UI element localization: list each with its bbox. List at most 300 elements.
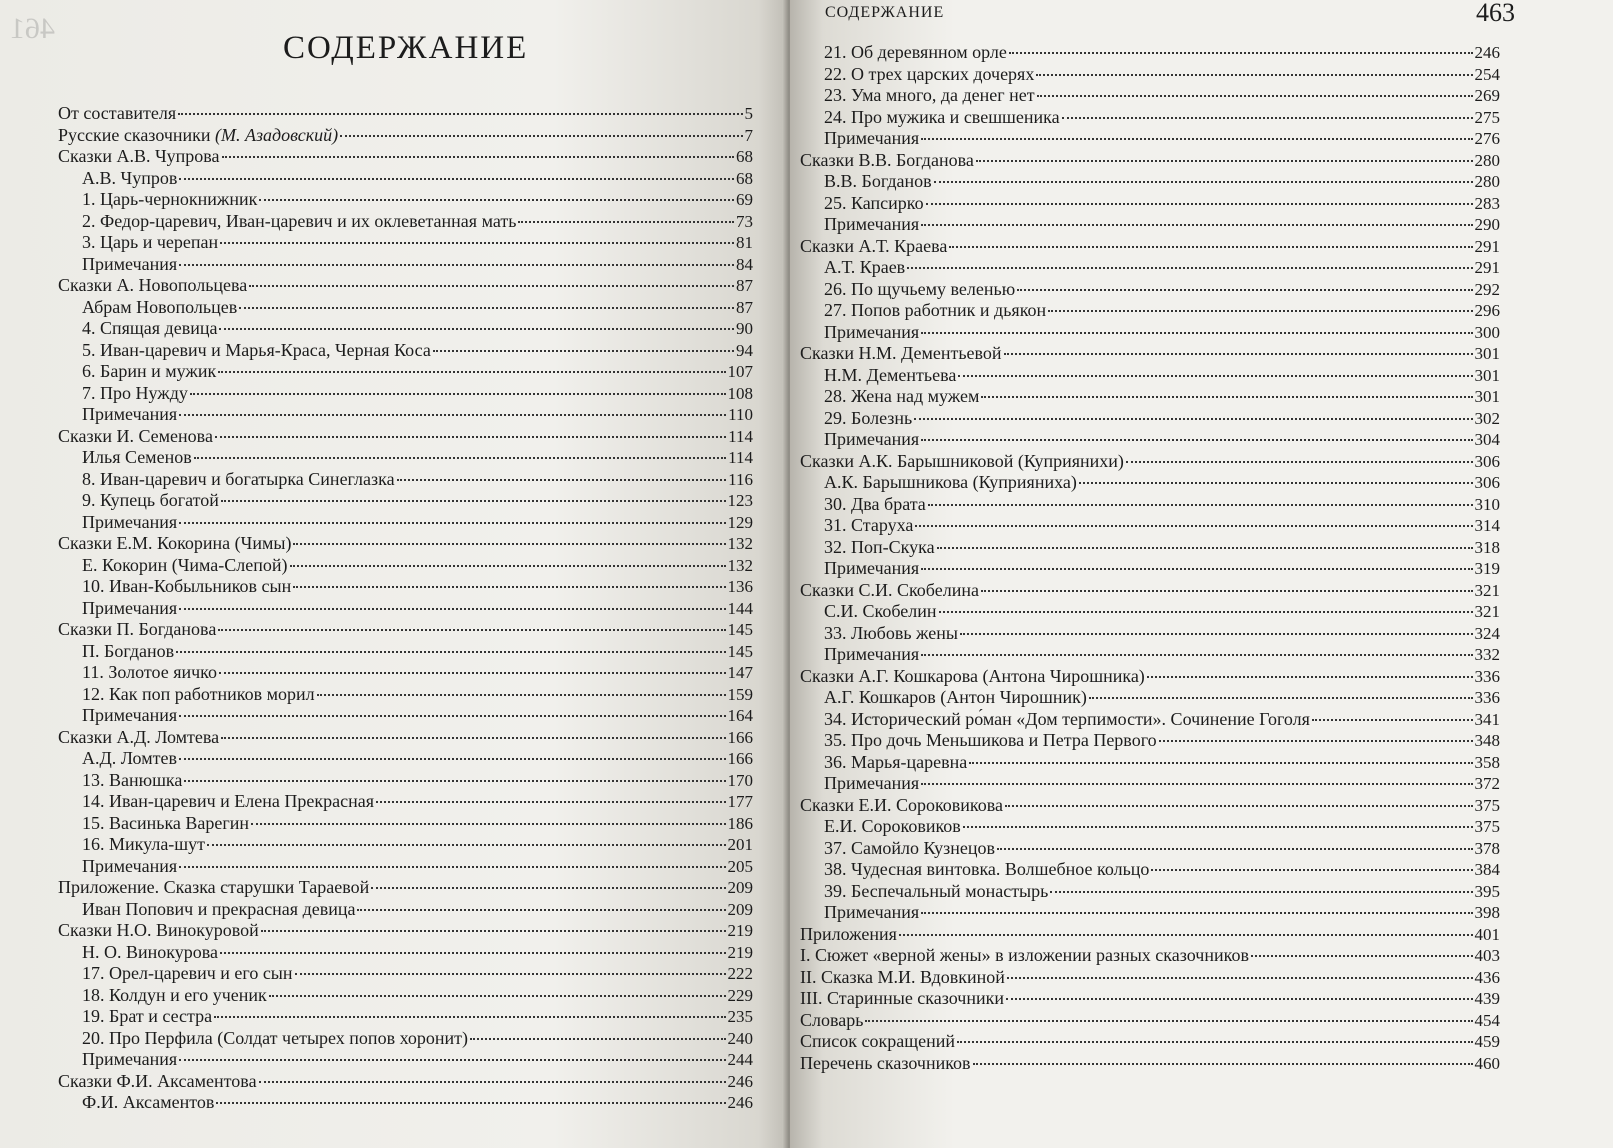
toc-section-entry bbox=[800, 236, 1500, 258]
toc-entry-page-number: 84 bbox=[736, 254, 753, 274]
toc-entry-title: 10. Иван-Кобыльников сын bbox=[82, 576, 292, 596]
dot-leader bbox=[921, 654, 1472, 656]
dot-leader bbox=[921, 568, 1472, 570]
dot-leader bbox=[214, 1016, 725, 1018]
toc-entry-page-number: 292 bbox=[1474, 279, 1500, 299]
toc-entry-title: Н. О. Винокурова bbox=[82, 941, 219, 962]
toc-entry-page-number: 300 bbox=[1474, 322, 1500, 342]
dot-leader bbox=[939, 611, 1473, 613]
toc-entry-page-number: 147 bbox=[727, 663, 753, 682]
toc-entry-title: 35. Про дочь Меньшикова и Петра Первого bbox=[824, 730, 1157, 750]
toc-entry bbox=[58, 340, 753, 362]
toc-entry-page-number: 280 bbox=[1474, 172, 1500, 191]
toc-entry bbox=[58, 791, 753, 813]
toc-entry-page-number: 332 bbox=[1474, 645, 1500, 664]
dot-leader bbox=[1050, 891, 1472, 893]
toc-entry-page-number: 87 bbox=[736, 276, 753, 295]
dot-leader bbox=[1089, 697, 1473, 699]
toc-entry-page-number: 301 bbox=[1474, 344, 1500, 363]
toc-entry bbox=[58, 576, 753, 598]
dot-leader bbox=[921, 332, 1472, 334]
toc-entry bbox=[800, 386, 1500, 408]
toc-entry bbox=[800, 365, 1500, 387]
toc-entry-page-number: 384 bbox=[1474, 860, 1500, 879]
dot-leader bbox=[973, 1063, 1473, 1065]
toc-entry-page-number: 436 bbox=[1474, 967, 1500, 987]
toc-entry-page-number: 235 bbox=[727, 1007, 753, 1026]
toc-entry bbox=[800, 322, 1500, 344]
toc-entry-page-number: 177 bbox=[727, 792, 753, 811]
toc-entry bbox=[58, 705, 753, 727]
toc-entry bbox=[800, 601, 1500, 623]
dot-leader bbox=[981, 590, 1473, 592]
toc-section-entry bbox=[58, 533, 753, 555]
toc-entry-title: Примечания bbox=[82, 404, 178, 424]
toc-entry-page-number: 403 bbox=[1474, 946, 1500, 965]
toc-entry-page-number: 114 bbox=[728, 426, 753, 446]
toc-entry bbox=[800, 537, 1500, 559]
toc-entry-title: 38. Чудесная винтовка. Волшебное кольцо bbox=[824, 859, 1150, 879]
toc-entry-title: Примечания bbox=[824, 773, 920, 793]
toc-entry bbox=[58, 555, 753, 577]
toc-entry bbox=[800, 279, 1500, 301]
dot-leader bbox=[926, 203, 1473, 205]
toc-entry bbox=[800, 85, 1500, 107]
toc-entry-page-number: 116 bbox=[728, 469, 753, 489]
toc-entry-page-number: 209 bbox=[727, 899, 753, 919]
toc-entry-page-number: 398 bbox=[1474, 903, 1500, 922]
toc-entry-title: А.Г. Кошкаров (Антон Чирошник) bbox=[824, 687, 1087, 707]
toc-entry-title: Сказки А.Д. Ломтева bbox=[58, 726, 220, 747]
toc-list-right bbox=[800, 42, 1500, 1074]
toc-entry bbox=[58, 985, 753, 1007]
toc-entry-title: Сказки А.В. Чупрова bbox=[58, 146, 220, 166]
toc-entry-page-number: 401 bbox=[1474, 924, 1500, 944]
toc-entry-title: Сказки И. Семенова bbox=[58, 425, 213, 446]
dot-leader bbox=[960, 633, 1473, 635]
toc-entry-title: Примечания bbox=[82, 855, 178, 876]
dot-leader bbox=[1048, 310, 1472, 312]
dot-leader bbox=[914, 418, 1472, 420]
toc-entry bbox=[58, 1028, 753, 1050]
toc-entry-page-number: 145 bbox=[727, 620, 753, 639]
toc-entry-title: Сказки Е.М. Кокорина (Чимы) bbox=[58, 533, 292, 553]
dot-leader bbox=[937, 547, 1473, 549]
toc-entry bbox=[58, 942, 753, 964]
toc-section-entry bbox=[800, 1031, 1500, 1053]
dot-leader bbox=[1159, 740, 1473, 742]
toc-entry-page-number: 244 bbox=[727, 1050, 753, 1069]
toc-entry-page-number: 269 bbox=[1474, 86, 1500, 105]
dot-leader bbox=[1037, 95, 1473, 97]
toc-section-entry bbox=[800, 150, 1500, 172]
dot-leader bbox=[969, 762, 1472, 764]
dot-leader bbox=[1079, 482, 1473, 484]
dot-leader bbox=[179, 178, 734, 180]
toc-entry bbox=[58, 512, 753, 534]
dot-leader bbox=[958, 375, 1472, 377]
toc-entry-title: 36. Марья-царевна bbox=[824, 751, 968, 772]
toc-entry bbox=[58, 813, 753, 835]
toc-entry-page-number: 132 bbox=[727, 555, 753, 575]
dot-leader bbox=[997, 848, 1472, 850]
toc-entry-title: Примечания bbox=[824, 214, 920, 234]
toc-section-entry bbox=[58, 877, 753, 899]
dot-leader bbox=[1251, 955, 1473, 957]
toc-section-entry bbox=[800, 666, 1500, 688]
toc-entry-title: 21. Об деревянном орле bbox=[824, 42, 1007, 62]
dot-leader bbox=[218, 371, 725, 373]
toc-entry-title: Ф.И. Аксаментов bbox=[82, 1092, 215, 1112]
dot-leader bbox=[1062, 117, 1473, 119]
toc-entry-page-number: 348 bbox=[1474, 731, 1500, 750]
toc-entry bbox=[800, 816, 1500, 838]
toc-entry bbox=[58, 641, 753, 663]
toc-entry bbox=[58, 662, 753, 684]
toc-section-entry bbox=[58, 146, 753, 168]
toc-entry-page-number: 240 bbox=[727, 1028, 753, 1048]
toc-entry-title: 2. Федор-царевич, Иван-царевич и их оклеветанная мать bbox=[82, 210, 517, 231]
dot-leader bbox=[1036, 74, 1472, 76]
dot-leader bbox=[433, 350, 734, 352]
toc-entry-title: Примечания bbox=[824, 558, 920, 578]
dot-leader bbox=[179, 414, 726, 416]
toc-section-entry bbox=[800, 1053, 1500, 1075]
toc-entry-page-number: 319 bbox=[1474, 559, 1500, 578]
toc-entry-title: 14. Иван-царевич и Елена Прекрасная bbox=[82, 791, 375, 811]
toc-entry-title: Примечания bbox=[824, 429, 920, 449]
toc-entry-title: Сказки Н.О. Винокуровой bbox=[58, 920, 259, 940]
toc-entry bbox=[58, 748, 753, 770]
toc-entry bbox=[58, 684, 753, 706]
dot-leader bbox=[921, 783, 1472, 785]
dot-leader bbox=[1312, 719, 1473, 721]
toc-entry-title: Русские сказочники (М. Азадовский) bbox=[58, 124, 339, 145]
toc-entry bbox=[800, 171, 1500, 193]
toc-entry-page-number: 246 bbox=[1474, 43, 1500, 62]
toc-entry-title: В.В. Богданов bbox=[824, 171, 932, 191]
toc-entry-title: Примечания bbox=[824, 128, 920, 148]
toc-entry bbox=[58, 469, 753, 491]
right-page bbox=[790, 0, 1613, 1148]
dot-leader bbox=[1017, 289, 1472, 291]
toc-entry bbox=[800, 300, 1500, 322]
toc-entry-title: Н.М. Дементьева bbox=[824, 364, 957, 385]
toc-entry-page-number: 94 bbox=[736, 340, 753, 360]
toc-entry-title: 5. Иван-царевич и Марья-Краса, Черная Коса bbox=[82, 339, 431, 360]
dot-leader bbox=[934, 181, 1473, 183]
toc-entry-page-number: 110 bbox=[728, 405, 753, 424]
toc-entry-title: Приложение. Сказка старушки Тараевой bbox=[58, 877, 370, 897]
toc-entry-page-number: 114 bbox=[728, 448, 753, 467]
toc-entry bbox=[58, 1049, 753, 1071]
toc-entry-title: 29. Болезнь bbox=[824, 407, 913, 428]
toc-entry-page-number: 209 bbox=[727, 878, 753, 897]
toc-entry bbox=[800, 408, 1500, 430]
toc-entry bbox=[800, 429, 1500, 451]
dot-leader bbox=[216, 1102, 725, 1104]
dot-leader bbox=[176, 651, 725, 653]
toc-entry-title: Примечания bbox=[824, 902, 920, 922]
toc-entry bbox=[800, 709, 1500, 731]
toc-entry-title: 20. Про Перфила (Солдат четырех попов хоронит) bbox=[82, 1027, 469, 1048]
toc-entry bbox=[800, 881, 1500, 903]
toc-entry-title: 17. Орел-царевич и его сын bbox=[82, 963, 293, 983]
toc-entry-title: I. Сюжет «верной жены» в изложении разных сказочников bbox=[800, 945, 1249, 965]
toc-section-entry bbox=[800, 1010, 1500, 1032]
toc-entry bbox=[58, 598, 753, 620]
toc-entry-title: Сказки А. Новопольцева bbox=[58, 275, 248, 295]
toc-entry-page-number: 336 bbox=[1474, 688, 1500, 707]
toc-entry-page-number: 145 bbox=[727, 641, 753, 661]
dot-leader bbox=[518, 221, 734, 223]
page-number: 463 bbox=[1476, 0, 1515, 27]
toc-entry bbox=[58, 1006, 753, 1028]
toc-entry-page-number: 306 bbox=[1474, 451, 1500, 471]
toc-entry-title: 3. Царь и черепан bbox=[82, 232, 219, 252]
toc-entry-page-number: 275 bbox=[1474, 107, 1500, 127]
dot-leader bbox=[397, 479, 727, 481]
toc-entry-page-number: 69 bbox=[736, 190, 753, 209]
toc-section-entry bbox=[800, 795, 1500, 817]
toc-entry-page-number: 68 bbox=[736, 147, 753, 166]
dot-leader bbox=[269, 995, 726, 997]
dot-leader bbox=[921, 439, 1472, 441]
toc-entry-title: 16. Микула-шут bbox=[82, 834, 206, 854]
toc-entry bbox=[58, 404, 753, 426]
dot-leader bbox=[179, 758, 726, 760]
toc-entry-title: 22. О трех царских дочерях bbox=[824, 63, 1035, 84]
toc-entry bbox=[58, 834, 753, 856]
toc-entry-page-number: 439 bbox=[1474, 989, 1500, 1008]
toc-entry-title: Сказки А.Г. Кошкарова (Антона Чирошника) bbox=[800, 665, 1145, 686]
toc-entry-page-number: 378 bbox=[1474, 838, 1500, 858]
toc-entry-title: 27. Попов работник и дьякон bbox=[824, 300, 1047, 320]
toc-entry-title: Сказки Н.М. Дементьевой bbox=[800, 343, 1002, 363]
toc-entry bbox=[58, 254, 753, 276]
toc-entry-page-number: 90 bbox=[736, 319, 753, 338]
toc-entry-page-number: 324 bbox=[1474, 623, 1500, 643]
toc-title: СОДЕРЖАНИЕ bbox=[283, 30, 529, 66]
toc-entry-page-number: 341 bbox=[1474, 709, 1500, 729]
toc-entry bbox=[800, 107, 1500, 129]
toc-entry-title: Примечания bbox=[824, 321, 920, 342]
toc-entry-title: Приложения bbox=[800, 923, 897, 944]
dot-leader bbox=[219, 672, 726, 674]
toc-entry-page-number: 276 bbox=[1474, 129, 1500, 148]
toc-entry-title: Примечания bbox=[82, 1049, 178, 1069]
dot-leader bbox=[179, 1059, 725, 1061]
toc-section-entry bbox=[58, 920, 753, 942]
toc-entry bbox=[800, 193, 1500, 215]
toc-entry-page-number: 81 bbox=[736, 233, 753, 252]
toc-entry-title: 31. Старуха bbox=[824, 515, 914, 535]
dot-leader bbox=[259, 199, 734, 201]
dot-leader bbox=[1009, 52, 1473, 54]
toc-entry-page-number: 205 bbox=[727, 856, 753, 876]
toc-entry-page-number: 375 bbox=[1474, 795, 1500, 815]
dot-leader bbox=[1147, 676, 1473, 678]
toc-entry-title: 18. Колдун и его ученик bbox=[82, 984, 267, 1005]
toc-entry bbox=[800, 838, 1500, 860]
toc-entry-title: 24. Про мужика и свешшеника bbox=[824, 106, 1060, 127]
toc-entry bbox=[800, 128, 1500, 150]
toc-entry-page-number: 358 bbox=[1474, 752, 1500, 772]
dot-leader bbox=[357, 909, 725, 911]
toc-entry bbox=[58, 297, 753, 319]
toc-entry-page-number: 123 bbox=[727, 491, 753, 510]
toc-entry-page-number: 283 bbox=[1474, 193, 1500, 213]
toc-entry-title: Сказки А.К. Барышниковой (Куприянихи) bbox=[800, 450, 1124, 471]
toc-entry bbox=[58, 168, 753, 190]
toc-entry-title: Е. Кокорин (Чима-Слепой) bbox=[82, 554, 288, 575]
dot-leader bbox=[899, 934, 1473, 936]
toc-entry-page-number: 306 bbox=[1474, 473, 1500, 492]
dot-leader bbox=[915, 525, 1472, 527]
toc-entry-page-number: 166 bbox=[727, 749, 753, 768]
toc-entry-page-number: 296 bbox=[1474, 301, 1500, 320]
dot-leader bbox=[317, 694, 726, 696]
toc-entry bbox=[800, 257, 1500, 279]
toc-entry-page-number: 460 bbox=[1474, 1053, 1500, 1073]
toc-entry-page-number: 219 bbox=[727, 921, 753, 940]
toc-entry-title: Илья Семенов bbox=[82, 447, 192, 467]
toc-list-left bbox=[58, 103, 753, 1114]
toc-entry-page-number: 321 bbox=[1474, 580, 1500, 600]
toc-entry-page-number: 229 bbox=[727, 985, 753, 1005]
toc-entry-title: Список сокращений bbox=[800, 1031, 955, 1051]
toc-entry-title: Сказки П. Богданова bbox=[58, 619, 217, 639]
toc-entry bbox=[800, 752, 1500, 774]
toc-section-entry bbox=[58, 619, 753, 641]
dot-leader bbox=[865, 1020, 1472, 1022]
dot-leader bbox=[221, 500, 726, 502]
toc-entry-page-number: 107 bbox=[727, 362, 753, 381]
toc-entry-title: 8. Иван-царевич и богатырка Синеглазка bbox=[82, 468, 395, 489]
toc-entry-title: 4. Спящая девица bbox=[82, 318, 218, 338]
toc-entry-page-number: 170 bbox=[727, 770, 753, 790]
dot-leader bbox=[179, 264, 734, 266]
dot-leader bbox=[215, 436, 726, 438]
dot-leader bbox=[178, 113, 742, 115]
toc-entry-title: Сказки В.В. Богданова bbox=[800, 149, 974, 170]
toc-entry-title: 34. Исторический ро́ман «Дом терпимости». Сочинение Гоголя bbox=[824, 708, 1310, 729]
dot-leader bbox=[921, 138, 1472, 140]
toc-entry-page-number: 372 bbox=[1474, 774, 1500, 793]
toc-entry-title: П. Богданов bbox=[82, 640, 175, 661]
toc-entry bbox=[800, 730, 1500, 752]
toc-entry-title: 9. Купець богатой bbox=[82, 490, 219, 510]
dot-leader bbox=[376, 801, 725, 803]
toc-entry-page-number: 201 bbox=[727, 835, 753, 854]
toc-entry-page-number: 186 bbox=[727, 813, 753, 833]
dot-leader bbox=[1004, 353, 1473, 355]
dot-leader bbox=[251, 823, 725, 825]
dot-leader bbox=[222, 156, 734, 158]
toc-entry bbox=[800, 42, 1500, 64]
dot-leader bbox=[179, 608, 725, 610]
toc-section-entry bbox=[58, 727, 753, 749]
toc-entry bbox=[800, 472, 1500, 494]
toc-entry-page-number: 291 bbox=[1474, 258, 1500, 277]
dot-leader bbox=[981, 396, 1472, 398]
dot-leader bbox=[371, 887, 725, 889]
toc-entry-title: 11. Золотое яичко bbox=[82, 662, 217, 682]
toc-entry bbox=[58, 232, 753, 254]
dot-leader bbox=[290, 565, 726, 567]
toc-entry-page-number: 136 bbox=[727, 577, 753, 596]
toc-entry-title: Примечания bbox=[82, 253, 178, 274]
toc-entry bbox=[800, 623, 1500, 645]
toc-entry-title: 7. Про Нужду bbox=[82, 382, 188, 403]
toc-entry-page-number: 144 bbox=[727, 598, 753, 618]
toc-entry-page-number: 291 bbox=[1474, 236, 1500, 256]
dot-leader bbox=[1006, 998, 1473, 1000]
running-head: СОДЕРЖАНИЕ bbox=[825, 4, 945, 21]
dot-leader bbox=[239, 307, 734, 309]
toc-entry-title: 19. Брат и сестра bbox=[82, 1006, 213, 1026]
toc-entry bbox=[800, 214, 1500, 236]
dot-leader bbox=[1007, 977, 1473, 979]
toc-entry-title: Примечания bbox=[82, 597, 178, 618]
toc-entry bbox=[800, 64, 1500, 86]
toc-entry-title: 25. Капсирко bbox=[824, 192, 924, 213]
toc-entry-page-number: 321 bbox=[1474, 602, 1500, 621]
toc-entry-author: (М. Азадовский) bbox=[215, 124, 339, 145]
toc-entry-page-number: 454 bbox=[1474, 1010, 1500, 1030]
toc-entry bbox=[58, 770, 753, 792]
toc-section-entry bbox=[58, 275, 753, 297]
toc-entry-page-number: 219 bbox=[727, 942, 753, 962]
toc-entry-page-number: 290 bbox=[1474, 215, 1500, 234]
toc-entry-title: Сказки А.Т. Краева bbox=[800, 235, 948, 256]
dot-leader bbox=[293, 586, 725, 588]
toc-entry-page-number: 159 bbox=[727, 684, 753, 704]
toc-section-entry bbox=[800, 343, 1500, 365]
toc-entry-page-number: 304 bbox=[1474, 430, 1500, 449]
toc-entry-page-number: 459 bbox=[1474, 1032, 1500, 1051]
toc-entry-page-number: 395 bbox=[1474, 881, 1500, 901]
dot-leader bbox=[179, 715, 725, 717]
toc-entry bbox=[800, 687, 1500, 709]
toc-section-entry bbox=[58, 1071, 753, 1093]
toc-entry bbox=[800, 859, 1500, 881]
toc-entry-page-number: 164 bbox=[727, 706, 753, 725]
dot-leader bbox=[1005, 805, 1472, 807]
toc-entry-title: От составителя bbox=[58, 103, 177, 123]
toc-entry bbox=[800, 773, 1500, 795]
toc-entry-title: 12. Как поп работников морил bbox=[82, 683, 315, 704]
toc-entry-page-number: 7 bbox=[744, 125, 753, 145]
toc-entry-page-number: 129 bbox=[727, 512, 753, 532]
toc-section-entry bbox=[800, 451, 1500, 473]
toc-entry-page-number: 222 bbox=[727, 964, 753, 983]
toc-entry-title: Примечания bbox=[824, 644, 920, 664]
toc-entry-page-number: 246 bbox=[727, 1071, 753, 1091]
dot-leader bbox=[957, 1041, 1473, 1043]
left-page bbox=[0, 0, 790, 1148]
dot-leader bbox=[928, 504, 1473, 506]
toc-entry-title: А.Д. Ломтев bbox=[82, 748, 177, 768]
toc-entry-title: 13. Ванюшка bbox=[82, 769, 183, 790]
toc-entry bbox=[800, 644, 1500, 666]
toc-entry-title: Примечания bbox=[82, 511, 178, 532]
dot-leader bbox=[293, 543, 725, 545]
toc-entry bbox=[800, 902, 1500, 924]
dot-leader bbox=[1151, 869, 1472, 871]
dot-leader bbox=[261, 930, 726, 932]
dot-leader bbox=[1126, 461, 1473, 463]
